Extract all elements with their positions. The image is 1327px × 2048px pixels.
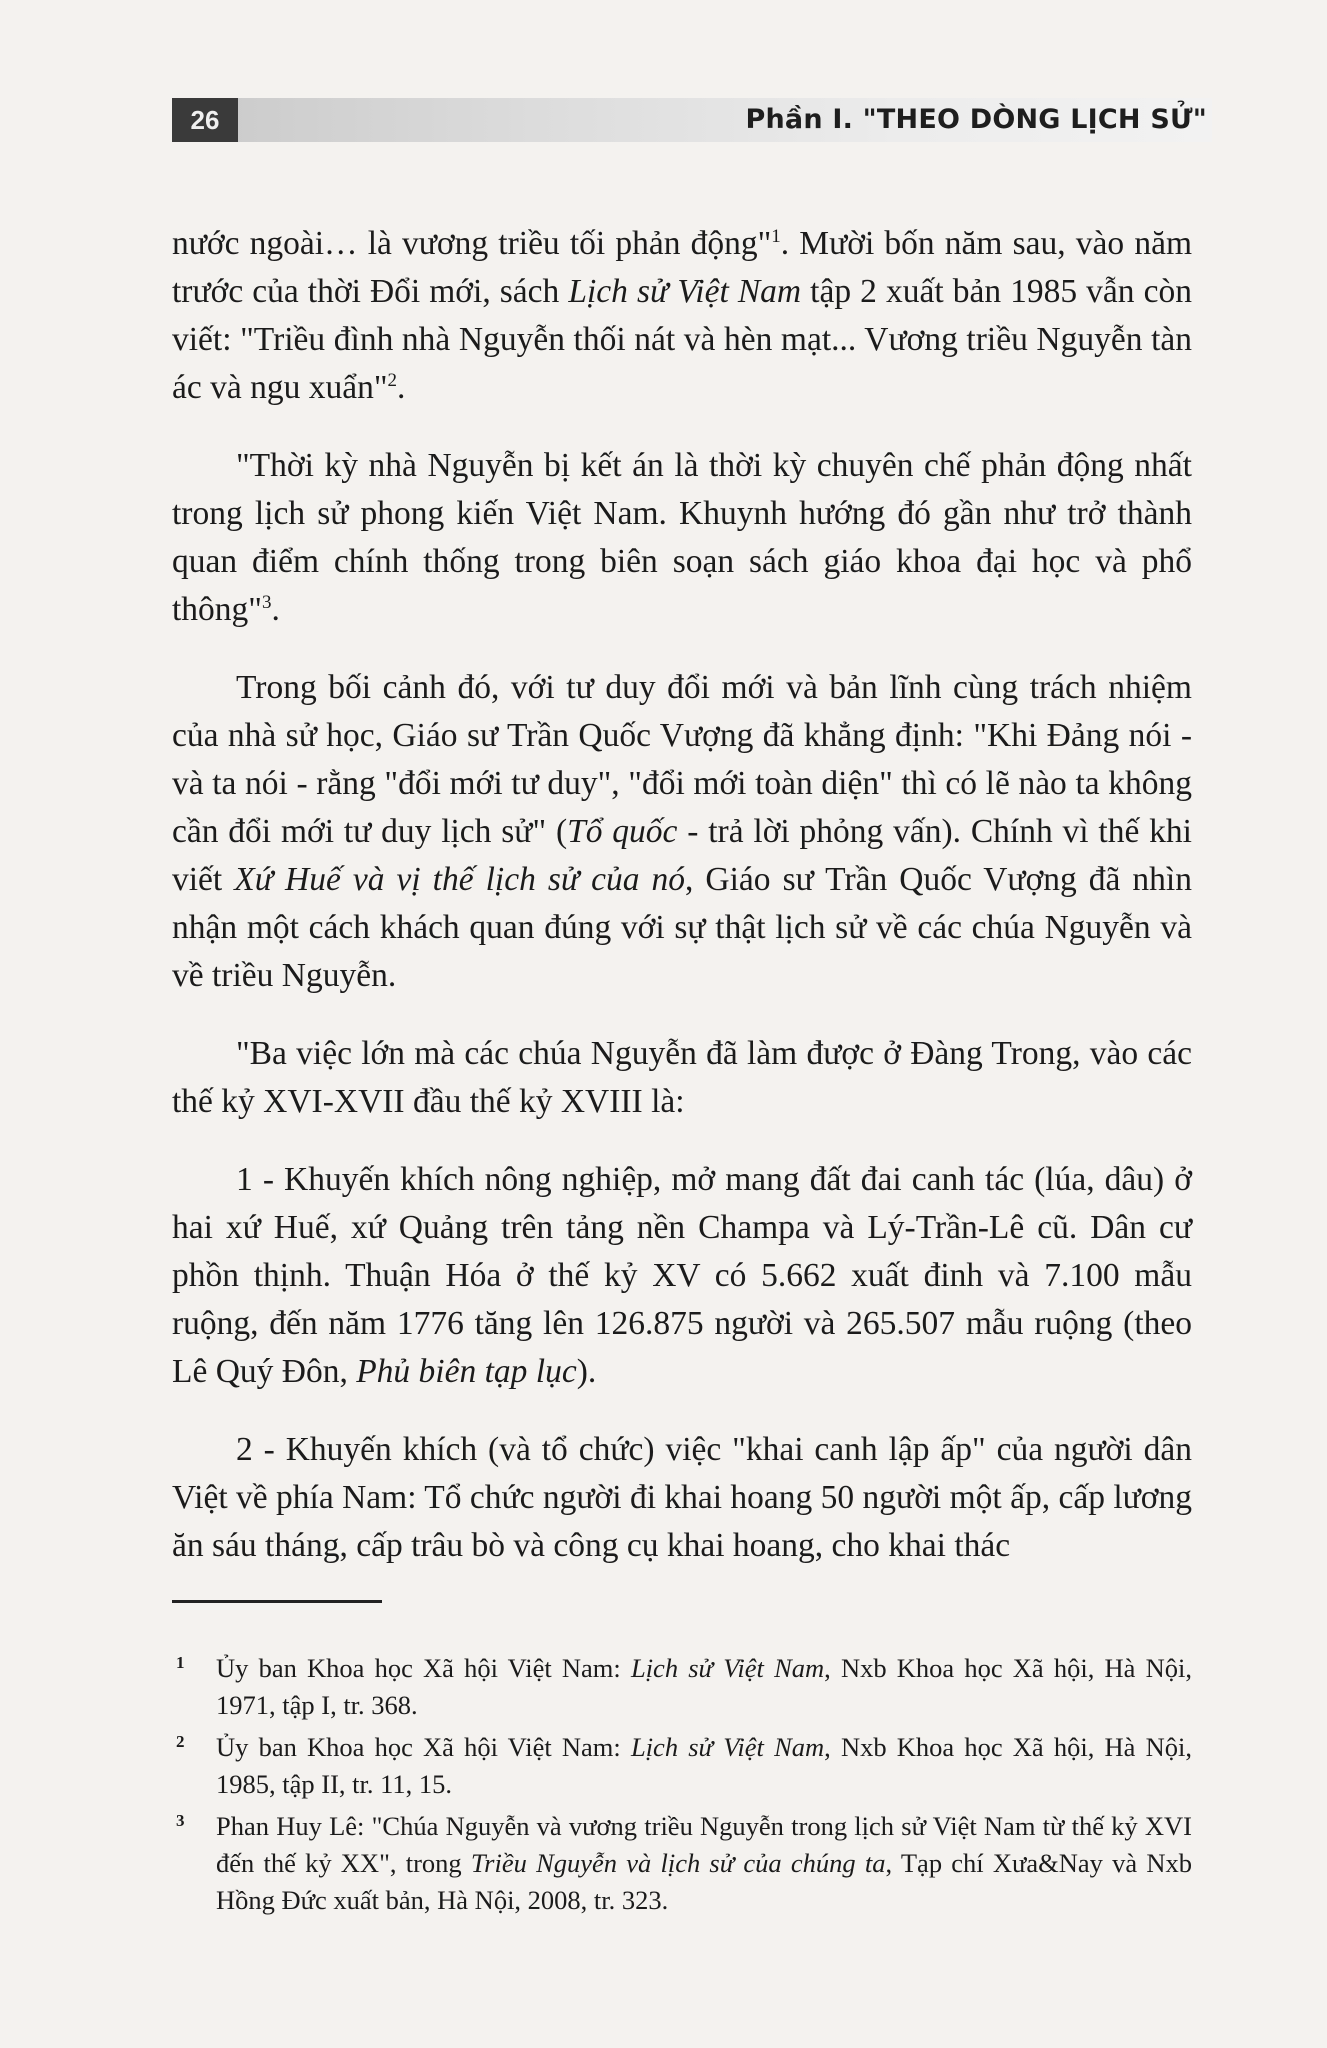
footnote-divider	[172, 1600, 382, 1603]
footnote-mark: 3	[176, 1811, 185, 1830]
work-title: Xứ Huế và vị thế lịch sử của nó	[234, 861, 686, 898]
footnote-1: 1 Ủy ban Khoa học Xã hội Việt Nam: Lịch sử Việt Nam, Nxb Khoa học Xã hội, Hà Nội, 1971, tập I, tr. 368.	[172, 1650, 1192, 1724]
paragraph-3: Trong bối cảnh đó, với tư duy đổi mới và bản lĩnh cùng trách nhiệm của nhà sử học, Giáo sư Trần Quốc Vượng đã khẳng định: "Khi Đảng nói - và ta nói - rằng "đổi mới tư duy", "đổi mới toàn diện" thì có lẽ nào ta không cần đổi mới tư duy lịch sử" (Tổ quốc - trả lời phỏng vấn). Chính vì thế khi viết Xứ Huế và vị thế lịch sử của nó, Giáo sư Trần Quốc Vượng đã nhìn nhận một cách khách quan đúng với sự thật lịch sử về các chúa Nguyễn và về triều Nguyễn.	[172, 669, 1192, 994]
paragraph-6: 2 - Khuyến khích (và tổ chức) việc "khai canh lập ấp" của người dân Việt về phía Nam: Tổ chức người đi khai hoang 50 người một ấp, cấp lương ăn sáu tháng, cấp trâu bò và công cụ khai hoang, cho khai thác	[172, 1431, 1192, 1564]
page-number: 26	[172, 98, 238, 142]
paragraph-2: "Thời kỳ nhà Nguyễn bị kết án là thời kỳ chuyên chế phản động nhất trong lịch sử phong kiến Việt Nam. Khuynh hướng đó gần như trở thành quan điểm chính thống trong biên soạn sách giáo khoa đại học và phổ thông"$^3$.	[172, 447, 1192, 628]
publication-title: Tổ quốc	[567, 813, 678, 850]
footnote-mark: 1	[176, 1653, 185, 1672]
paragraph-4: "Ba việc lớn mà các chúa Nguyễn đã làm được ở Đàng Trong, vào các thế kỷ XVI-XVII đầu thế kỷ XVIII là:	[172, 1035, 1192, 1120]
footnotes	[172, 1650, 1192, 1924]
footnote-mark: 2	[176, 1732, 185, 1751]
paragraph-1: nước ngoài… là vương triều tối phản động"$^1$. Mười bốn năm sau, vào năm trước của thời Đổi mới, sách Lịch sử Việt Nam tập 2 xuất bản 1985 vẫn còn viết: "Triều đình nhà Nguyễn thối nát và hèn mạt... Vương triều Nguyễn tàn ác và ngu xuẩn"$^2$.	[172, 225, 1192, 406]
book-title: Lịch sử Việt Nam	[568, 273, 802, 310]
footnote-ref-1: 1	[771, 225, 781, 247]
book-title: Phủ biên tạp lục	[356, 1353, 577, 1390]
footnote-2: 2 Ủy ban Khoa học Xã hội Việt Nam: Lịch sử Việt Nam, Nxb Khoa học Xã hội, Hà Nội, 1985, tập II, tr. 11, 15.	[172, 1729, 1192, 1803]
footnote-3: 3 Phan Huy Lê: "Chúa Nguyễn và vương triều Nguyễn trong lịch sử Việt Nam từ thế kỷ XVI đến thế kỷ XX", trong Triều Nguyễn và lịch sử của chúng ta, Tạp chí Xưa&Nay và Nxb Hồng Đức xuất bản, Hà Nội, 2008, tr. 323.	[172, 1808, 1192, 1919]
body-text	[172, 220, 1192, 1600]
footnote-ref-3: 3	[261, 591, 272, 613]
paragraph-5: 1 - Khuyến khích nông nghiệp, mở mang đất đai canh tác (lúa, dâu) ở hai xứ Huế, xứ Quảng trên tảng nền Champa và Lý-Trần-Lê cũ. Dân cư phồn thịnh. Thuận Hóa ở thế kỷ XV có 5.662 xuất đinh và 7.100 mẫu ruộng, đến năm 1776 tăng lên 126.875 người và 265.507 mẫu ruộng (theo Lê Quý Đôn, Phủ biên tạp lục).	[172, 1161, 1192, 1390]
footnote-ref-2: 2	[387, 369, 398, 391]
running-head: Phần I. "THEO DÒNG LỊCH SỬ"	[745, 104, 1207, 135]
